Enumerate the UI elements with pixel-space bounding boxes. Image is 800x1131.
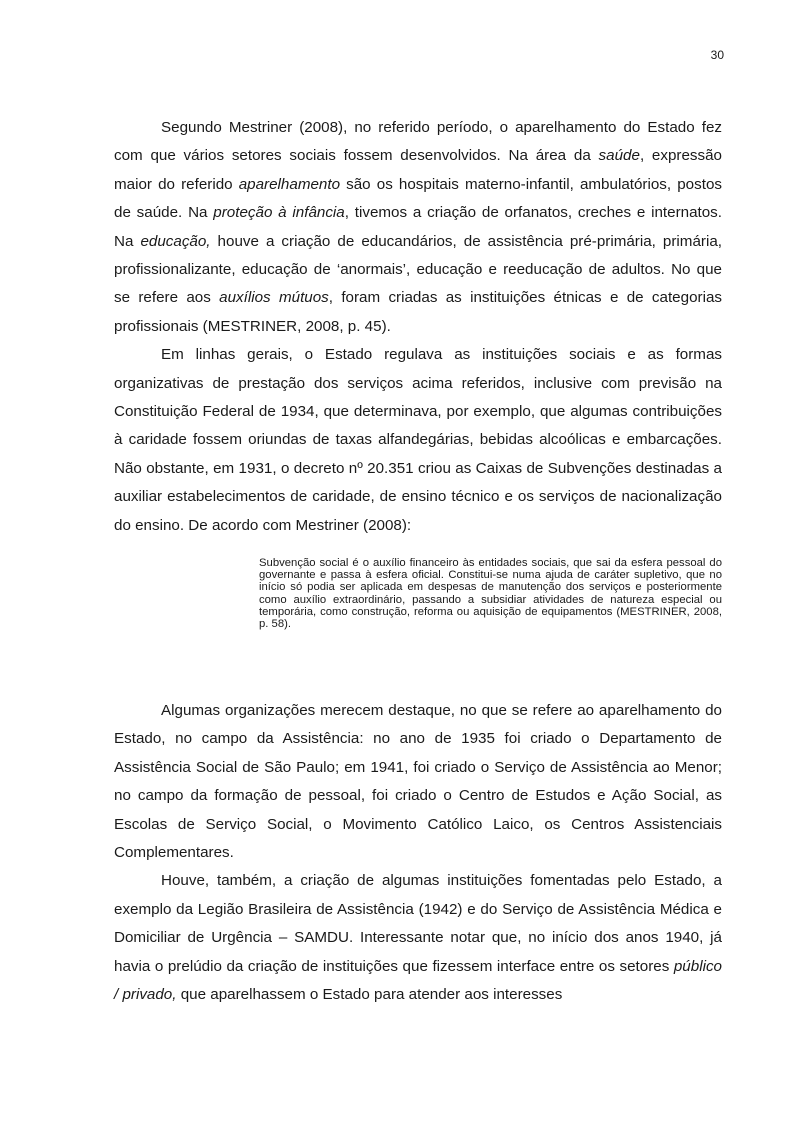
text-run: , expressão maior do referido: [114, 147, 722, 193]
emphasis: público / privado,: [114, 957, 722, 1004]
paragraph: [114, 867, 722, 1009]
paragraph: [114, 697, 722, 867]
paragraph: [114, 114, 722, 341]
emphasis: auxílios mútuos: [219, 289, 329, 307]
text-run: são os hospitais materno-infantil, ambulatórios, postos de saúde. Na: [114, 175, 722, 222]
text-run: que aparelhassem o Estado para atender aos interesses: [176, 986, 563, 1004]
page-number: 30: [710, 48, 724, 62]
text-run: Houve, também, a criação de algumas instituições fomentadas pelo Estado, a exemplo da Legião Brasileira de Assistência (1942) e do Serviço de Assistência Médica e Domiciliar de Urgência – SAMDU. Interessante notar que, no início dos anos 1940, já havia o prelúdio da criação de instituições que fizessem interface entre os setores: [114, 872, 722, 975]
body-text-bottom: [114, 697, 722, 1009]
block-quote: Subvenção social é o auxílio financeiro às entidades sociais, que sai da esfera pessoal do governante e passa à esfera oficial. Constitui-se numa ajuda de caráter supletivo, que no início só podia ser aplicada em despesas de manutenção dos serviços e posteriormente como auxílio extraordinário, passando a subsidiar atividades de natureza especial ou temporária, como construção, reforma ou aquisição de equipamentos (MESTRINER, 2008, p. 58).: [259, 557, 722, 631]
text-run: Em linhas gerais, o Estado regulava as instituições sociais e as formas organizativas de prestação dos serviços acima referidos, inclusive com previsão na Constituição Federal de 1934, que determinava, por exemplo, que algumas contribuições à caridade fossem oriundas de taxas alfandegárias, bebidas alcoólicas e embarcações. Não obstante, em 1931, o decreto nº 20.351 criou as Caixas de Subvenções destinadas a auxiliar estabelecimentos de caridade, de ensino técnico e os serviços de nacionalização do ensino. De acordo com Mestriner (2008):: [114, 346, 722, 534]
text-run: houve a criação de educandários, de assistência pré-primária, primária, profissionalizante, educação de ‘anormais’, educação e reeducação de adultos. No que se refere aos: [114, 232, 722, 307]
emphasis: aparelhamento: [238, 175, 341, 193]
emphasis: educação,: [140, 232, 211, 250]
emphasis: saúde: [598, 147, 640, 165]
text-run: , tivemos a criação de orfanatos, creches e internatos. Na: [114, 204, 722, 250]
paragraph: [114, 341, 722, 540]
body-text-top: [114, 114, 722, 540]
text-run: Segundo Mestriner (2008), no referido período, o aparelhamento do Estado fez com que vários setores sociais fossem desenvolvidos. Na área da: [114, 119, 722, 165]
text-run: Algumas organizações merecem destaque, no que se refere ao aparelhamento do Estado, no campo da Assistência: no ano de 1935 foi criado o Departamento de Assistência Social de São Paulo; em 1941, foi criado o Serviço de Assistência ao Menor; no campo da formação de pessoal, foi criado o Centro de Estudos e Ação Social, as Escolas de Serviço Social, o Movimento Católico Laico, os Centros Assistenciais Complementares.: [114, 702, 722, 862]
text-run: , foram criadas as instituições étnicas e de categorias profissionais (MESTRINER, 2008, p. 45).: [114, 289, 722, 335]
emphasis: proteção à infância: [213, 204, 345, 222]
